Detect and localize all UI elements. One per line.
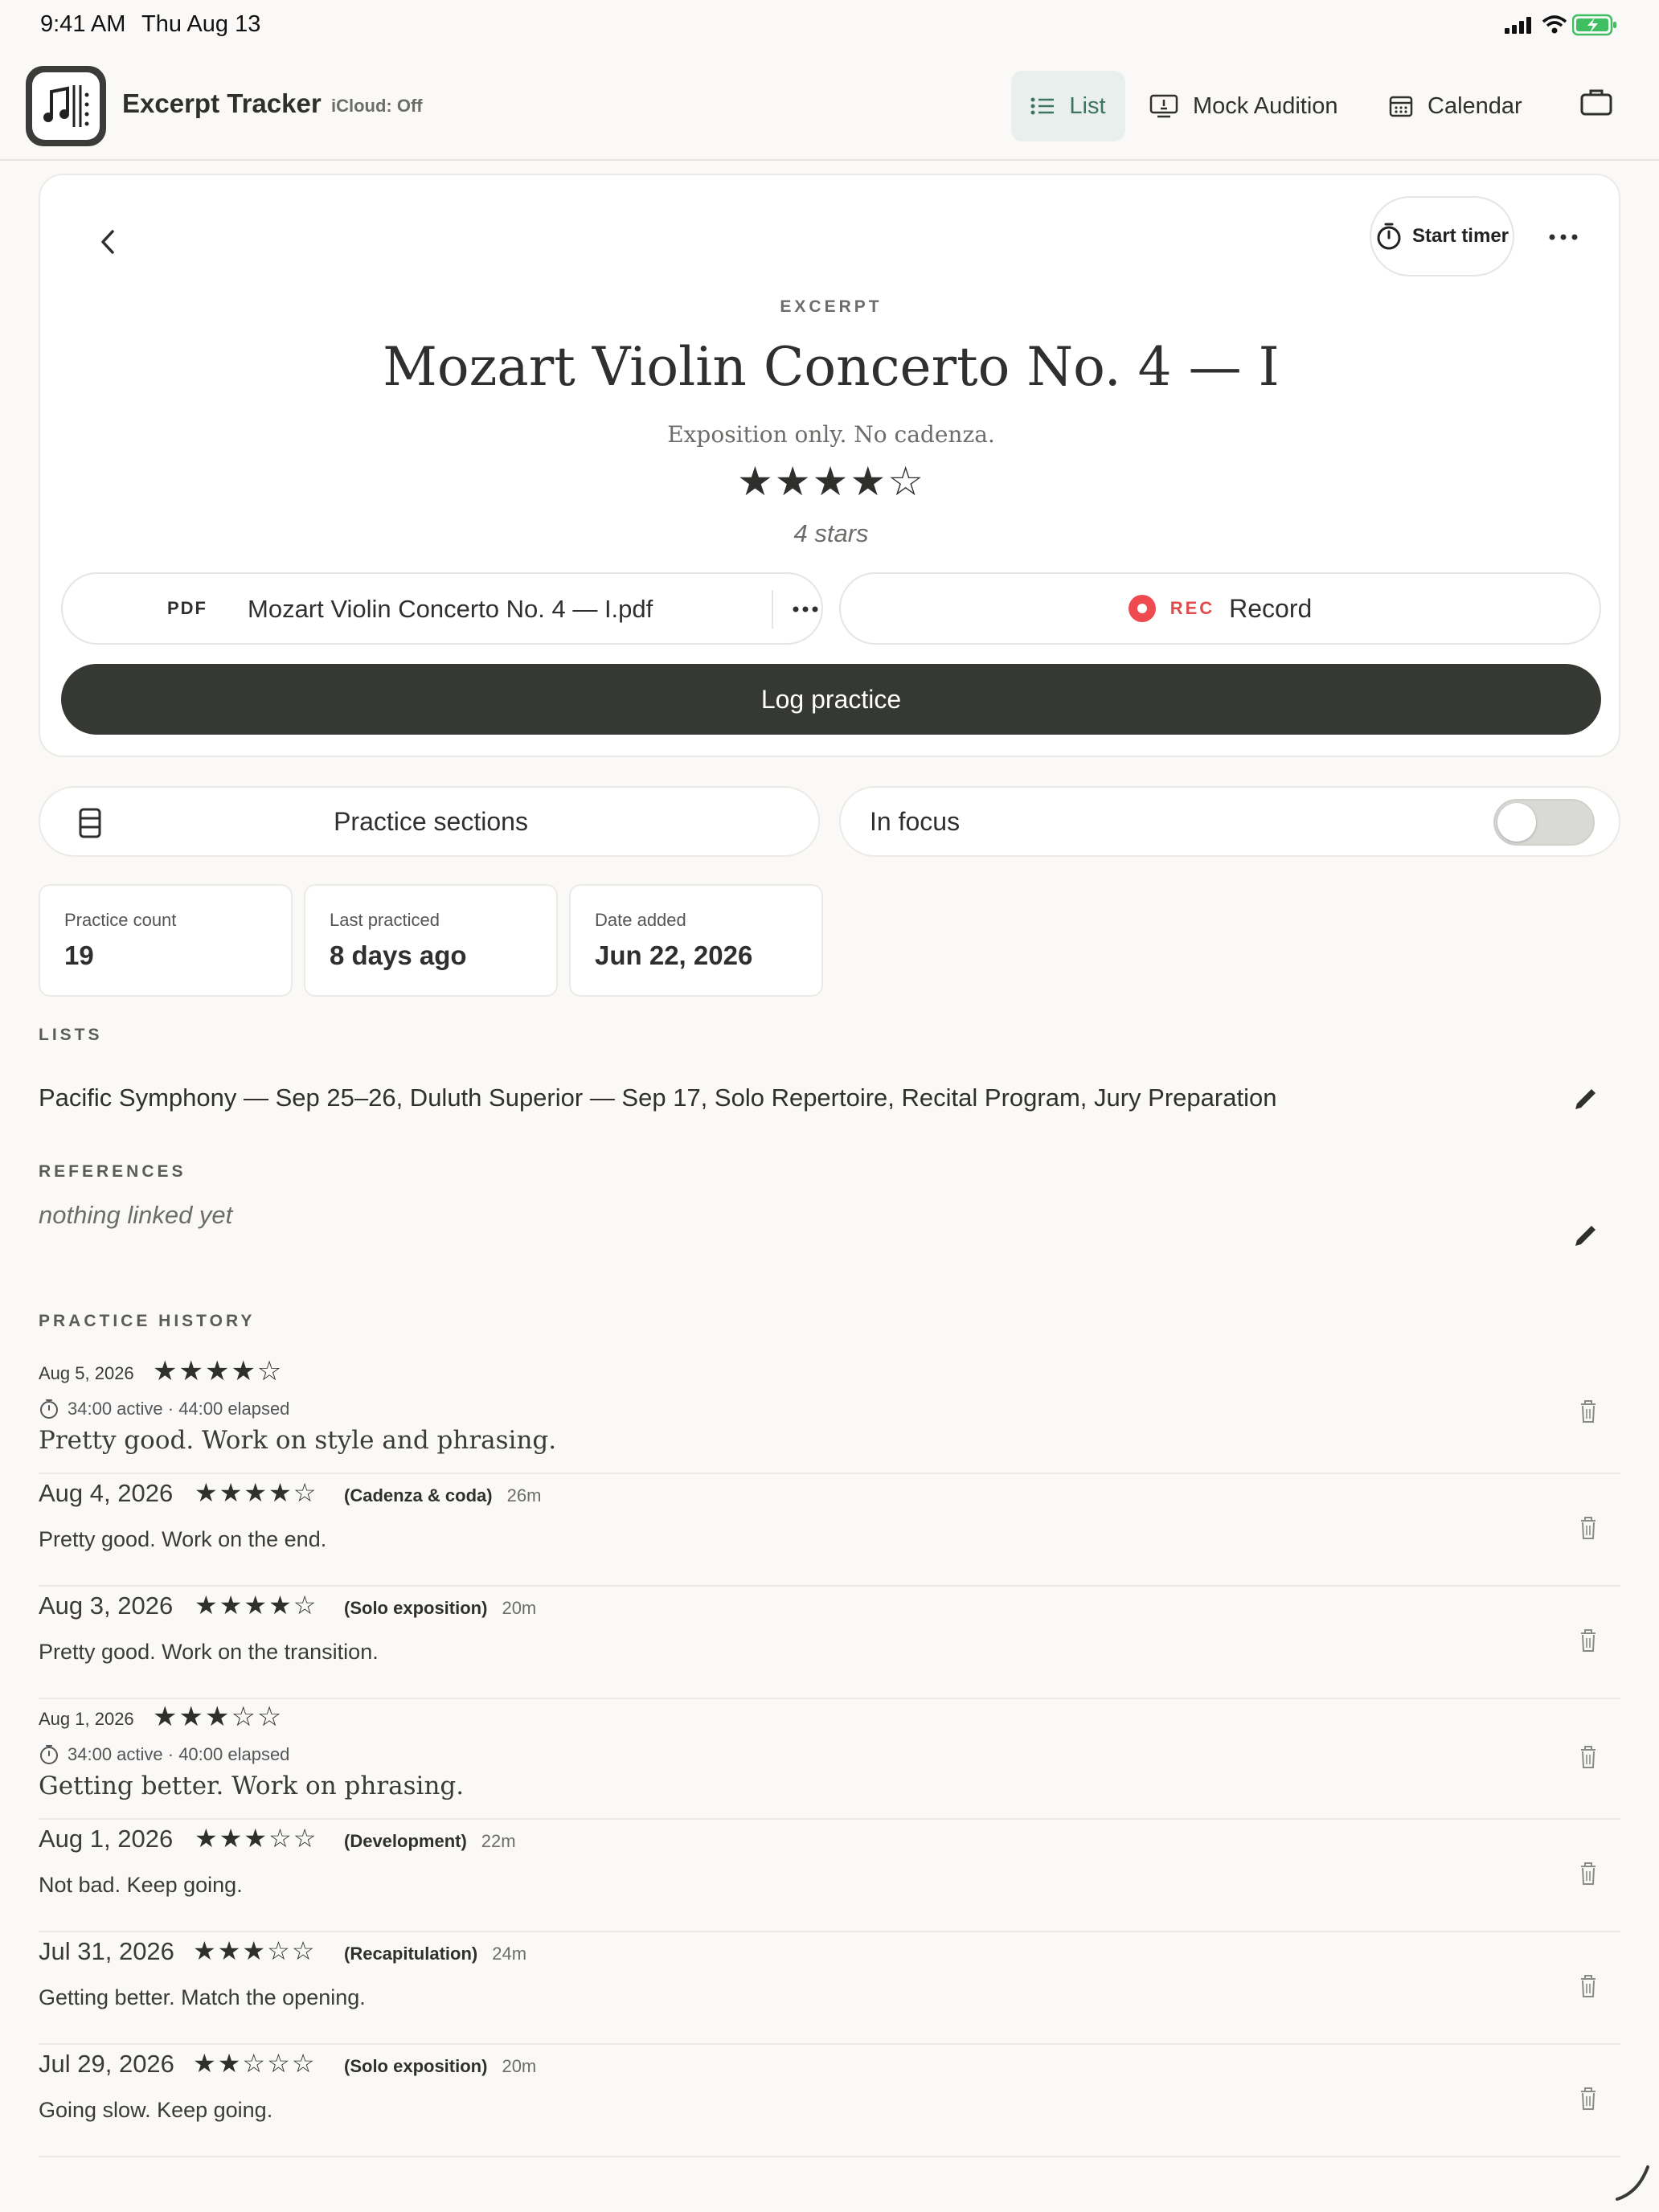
stat-last-practiced — [304, 884, 558, 997]
history-note: Not bad. Keep going. — [39, 1873, 243, 1897]
calendar-icon — [1389, 95, 1413, 117]
history-rating-stars: ★★☆☆☆ — [193, 2049, 317, 2078]
history-note: Pretty good. Work on the end. — [39, 1527, 327, 1551]
history-note: Pretty good. Work on style and phrasing. — [39, 1426, 557, 1455]
history-meta — [344, 1485, 541, 1506]
briefcase-icon[interactable] — [1580, 88, 1612, 116]
battery-charging-icon — [1572, 13, 1619, 37]
edit-references-icon[interactable] — [1569, 1220, 1601, 1252]
pdf-filename: Mozart Violin Concerto No. 4 — I.pdf — [248, 595, 653, 623]
stat-label: Last practiced — [330, 910, 440, 930]
nav-mock-audition-button[interactable] — [1149, 71, 1338, 141]
practice-sections-button[interactable] — [39, 786, 820, 857]
history-section-label: (Solo exposition) — [344, 1598, 488, 1618]
history-meta — [344, 1831, 516, 1852]
history-timer: 34:00 active · 44:00 elapsed — [68, 1399, 290, 1419]
list-icon — [1030, 96, 1055, 116]
excerpt-eyebrow: EXCERPT — [780, 297, 883, 316]
history-rating-stars: ★★★★☆ — [153, 1356, 284, 1387]
history-note: Going slow. Keep going. — [39, 2098, 273, 2122]
record-label: Record — [1229, 593, 1313, 623]
stat-value: 8 days ago — [330, 940, 467, 970]
history-date: Aug 5, 2026 — [39, 1363, 134, 1383]
signal-icon — [1505, 16, 1535, 34]
record-tag: REC — [1169, 598, 1215, 618]
toggle-knob — [1497, 803, 1536, 842]
stopwatch-icon — [1375, 222, 1403, 251]
stopwatch-icon — [39, 1399, 59, 1419]
nav-calendar-button[interactable] — [1389, 71, 1522, 141]
stat-value: 19 — [64, 940, 94, 970]
icloud-status: iCloud: Off — [331, 96, 423, 116]
history-rating-stars: ★★★★☆ — [195, 1478, 318, 1507]
stat-value: Jun 22, 2026 — [595, 940, 753, 970]
history-meta — [344, 2056, 536, 2077]
history-note: Getting better. Match the opening. — [39, 1985, 366, 2009]
practice-history-row[interactable] — [39, 1587, 1620, 1699]
lists-text: Pacific Symphony — Sep 25–26, Duluth Superior — Sep 17, Solo Repertoire, Recital Program, Jury Preparation — [39, 1083, 1277, 1112]
stopwatch-icon — [39, 1744, 59, 1765]
more-options-icon[interactable] — [1543, 217, 1583, 257]
chevron-left-icon[interactable] — [88, 222, 129, 262]
history-duration: 20m — [502, 2056, 537, 2076]
history-duration: 24m — [492, 1944, 527, 1964]
references-text: nothing linked yet — [39, 1201, 233, 1229]
delete-trash-icon[interactable] — [1575, 1972, 1601, 2000]
lists-heading: LISTS — [39, 1026, 103, 1044]
history-timer: 34:00 active · 40:00 elapsed — [68, 1744, 290, 1764]
status-time: 9:41 AM — [40, 11, 126, 37]
practice-history-row[interactable] — [39, 1474, 1620, 1587]
start-timer-label: Start timer — [1411, 225, 1509, 247]
history-note: Pretty good. Work on the transition. — [39, 1640, 379, 1664]
history-rating-stars: ★★★★☆ — [195, 1591, 318, 1620]
delete-trash-icon[interactable] — [1575, 1860, 1601, 1887]
edit-lists-icon[interactable] — [1569, 1083, 1601, 1116]
history-section-label: (Cadenza & coda) — [344, 1485, 493, 1505]
history-duration: 22m — [481, 1831, 516, 1851]
pdf-tag: PDF — [167, 598, 207, 618]
in-focus-row — [839, 786, 1620, 857]
delete-trash-icon[interactable] — [1575, 1627, 1601, 1654]
practice-history-row[interactable] — [39, 1699, 1620, 1820]
nav-list-button[interactable] — [1011, 71, 1125, 141]
in-focus-toggle[interactable] — [1493, 799, 1595, 846]
history-date: Aug 3, 2026 — [39, 1591, 174, 1620]
history-rating-stars: ★★★☆☆ — [153, 1702, 284, 1732]
music-note-icon — [40, 80, 92, 132]
history-rating-stars: ★★★☆☆ — [193, 1936, 317, 1965]
app-icon-face — [32, 72, 100, 140]
app-title: Excerpt Tracker — [122, 88, 322, 118]
nav-calendar-label: Calendar — [1428, 92, 1522, 119]
app-icon — [26, 66, 106, 146]
delete-trash-icon[interactable] — [1575, 1398, 1601, 1425]
in-focus-label: In focus — [870, 807, 961, 836]
practice-history-heading: PRACTICE HISTORY — [39, 1312, 256, 1330]
rating-stars[interactable]: ★★★★☆ — [736, 459, 926, 504]
history-duration: 26m — [506, 1485, 542, 1505]
stat-label: Practice count — [64, 910, 177, 930]
history-date: Jul 31, 2026 — [39, 1937, 174, 1965]
status-date: Thu Aug 13 — [141, 11, 261, 37]
stat-date-added — [569, 884, 823, 997]
delete-trash-icon[interactable] — [1575, 2085, 1601, 2112]
wifi-icon — [1542, 14, 1567, 35]
stat-practice-count — [39, 884, 293, 997]
excerpt-card — [39, 174, 1620, 757]
start-timer-button[interactable] — [1370, 196, 1514, 276]
status-bar — [0, 0, 1659, 51]
app-header — [0, 51, 1659, 161]
excerpt-title: Mozart Violin Concerto No. 4 — I — [383, 336, 1280, 398]
pdf-more-icon[interactable] — [786, 590, 825, 629]
record-button[interactable] — [839, 572, 1601, 645]
excerpt-subtitle: Exposition only. No cadenza. — [667, 421, 995, 448]
practice-history-row[interactable] — [39, 1820, 1620, 1932]
nav-mock-audition-label: Mock Audition — [1193, 92, 1338, 119]
pencil-scribble-icon[interactable] — [1614, 2164, 1651, 2202]
record-icon — [1129, 595, 1156, 622]
history-date: Aug 1, 2026 — [39, 1709, 134, 1729]
practice-sections-label: Practice sections — [334, 807, 528, 836]
practice-history-row[interactable] — [39, 2045, 1620, 2157]
history-note: Getting better. Work on phrasing. — [39, 1772, 465, 1800]
stat-label: Date added — [595, 910, 686, 930]
delete-trash-icon[interactable] — [1575, 1514, 1601, 1542]
references-heading: REFERENCES — [39, 1162, 186, 1181]
history-rating-stars: ★★★☆☆ — [195, 1824, 318, 1853]
monitor-icon — [1149, 94, 1178, 118]
practice-history-row[interactable] — [39, 1354, 1620, 1474]
history-date: Aug 1, 2026 — [39, 1825, 174, 1853]
log-practice-button[interactable]: Log practice — [61, 664, 1601, 735]
divider — [772, 590, 773, 629]
history-section-label: (Solo exposition) — [344, 2056, 488, 2076]
delete-trash-icon[interactable] — [1575, 1743, 1601, 1771]
practice-history-row[interactable] — [39, 1932, 1620, 2045]
rating-caption: 4 stars — [793, 519, 869, 547]
history-section-label: (Recapitulation) — [344, 1944, 478, 1964]
history-meta — [344, 1598, 536, 1619]
pdf-attachment-button[interactable] — [61, 572, 823, 645]
history-meta — [344, 1944, 526, 1964]
nav-list-label: List — [1069, 92, 1106, 119]
history-section-label: (Development) — [344, 1831, 467, 1851]
history-duration: 20m — [502, 1598, 537, 1618]
history-date: Aug 4, 2026 — [39, 1479, 174, 1507]
history-date: Jul 29, 2026 — [39, 2050, 174, 2078]
